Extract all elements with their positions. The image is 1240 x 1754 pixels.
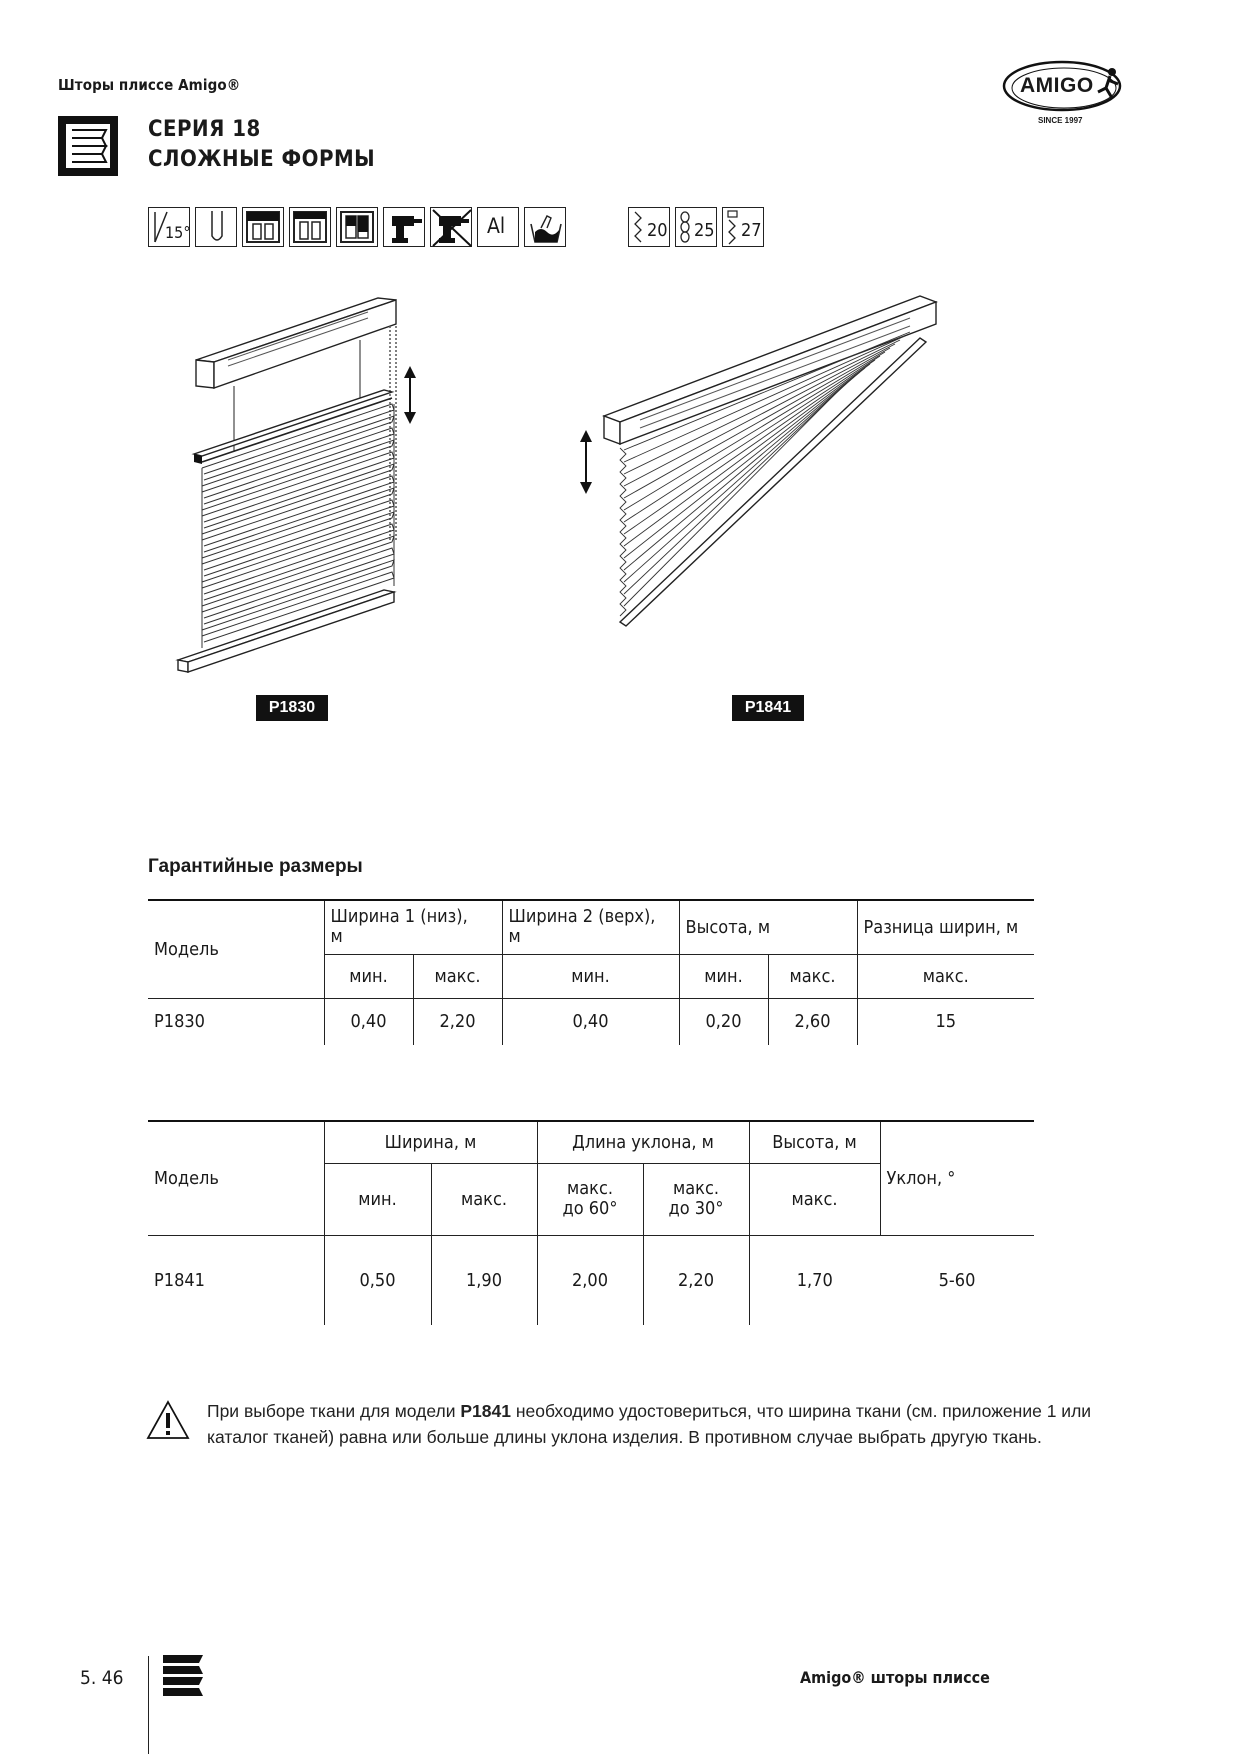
table1-height-header: Высота, м <box>679 900 857 954</box>
window-frame-1-icon <box>242 207 284 247</box>
aluminium-label: Al <box>487 214 506 238</box>
table1-row-w1-min: 0,40 <box>324 998 413 1045</box>
aluminium-icon <box>477 207 519 247</box>
table1-row-h-max: 2,60 <box>768 998 857 1045</box>
size-table-p1830 <box>148 899 1034 1045</box>
size-table-p1841 <box>148 1120 1034 1325</box>
pleat-27-label: 27 <box>741 220 762 241</box>
table2-height-header: Высота, м <box>749 1121 880 1163</box>
page-title <box>148 115 375 175</box>
angle-15-icon <box>148 207 190 247</box>
table-row <box>148 998 1034 1045</box>
table-row <box>148 1235 1034 1325</box>
footer-brand: Amigo® шторы плиссе <box>800 1668 990 1687</box>
header-brand-line: Шторы плиссе Amigo® <box>58 76 241 94</box>
table1-h-max-header: макс. <box>768 954 857 998</box>
table1-w2-min-header: мин. <box>502 954 679 998</box>
section-title: Гарантийные размеры <box>148 856 363 877</box>
table2-row-slope: 5-60 <box>880 1235 1034 1325</box>
product-illustration-p1841 <box>580 290 940 640</box>
table1-w1-max-header: макс. <box>413 954 502 998</box>
series-icon <box>58 116 118 176</box>
series-footer-icon <box>163 1655 205 1697</box>
table2-slope-header: Уклон, ° <box>880 1121 1034 1235</box>
pleat-25-icon <box>675 207 717 247</box>
table2-sl30-header: макс. до 30° <box>643 1163 749 1235</box>
table1-row-model: P1830 <box>148 998 324 1045</box>
amigo-logo <box>1002 58 1132 130</box>
table2-row-w-min: 0,50 <box>324 1235 431 1325</box>
title-line-2: СЛОЖНЫЕ ФОРМЫ <box>148 147 376 172</box>
table2-h-max-header: макс. <box>749 1163 880 1235</box>
window-frame-3-icon <box>336 207 378 247</box>
table2-sl60-header: макс. до 60° <box>537 1163 643 1235</box>
title-line-1: СЕРИЯ 18 <box>148 117 261 142</box>
drill-icon <box>383 207 425 247</box>
page-number: 5. 46 <box>80 1667 124 1689</box>
table1-width2-header: Ширина 2 (верх), м <box>502 900 679 954</box>
table2-slope-length-header: Длина уклона, м <box>537 1121 749 1163</box>
table1-model-header: Модель <box>148 900 324 998</box>
hand-wash-icon <box>524 207 566 247</box>
warning-text: При выборе ткани для модели P1841 необходимо удостовериться, что ширина ткани (см. приложение 1 или каталог тканей) равна или больше длины уклона изделия. В противном случае выбрать другую ткань. <box>207 1401 1092 1447</box>
table2-width-header: Ширина, м <box>324 1121 537 1163</box>
product-label-p1830: P1830 <box>256 695 328 721</box>
table2-row-w-max: 1,90 <box>431 1235 537 1325</box>
table2-row-sl60: 2,00 <box>537 1235 643 1325</box>
table2-row-sl30: 2,20 <box>643 1235 749 1325</box>
table2-w-min-header: мин. <box>324 1163 431 1235</box>
window-frame-2-icon <box>289 207 331 247</box>
table1-width1-header: Ширина 1 (низ), м <box>324 900 502 954</box>
table1-diff-max-header: макс. <box>857 954 1034 998</box>
table1-row-w1-max: 2,20 <box>413 998 502 1045</box>
pleat-27-icon <box>722 207 764 247</box>
table1-row-diff-max: 15 <box>857 998 1034 1045</box>
angle-label: 15° <box>165 223 191 242</box>
table2-row-model: P1841 <box>148 1235 324 1325</box>
pleat-20-icon <box>628 207 670 247</box>
product-illustration-p1830 <box>168 290 428 690</box>
logo-text: AMIGO <box>1020 74 1094 97</box>
cord-loop-icon <box>195 207 237 247</box>
table2-row-h-max: 1,70 <box>749 1235 880 1325</box>
table1-h-min-header: мин. <box>679 954 768 998</box>
logo-since: SINCE 1997 <box>1038 116 1083 125</box>
table2-model-header: Модель <box>148 1121 324 1235</box>
warning-icon <box>146 1400 190 1440</box>
table2-w-max-header: макс. <box>431 1163 537 1235</box>
table1-diff-header: Разница ширин, м <box>857 900 1034 954</box>
pleat-25-label: 25 <box>694 220 715 241</box>
table1-row-w2-min: 0,40 <box>502 998 679 1045</box>
product-label-p1841: P1841 <box>732 695 804 721</box>
table1-w1-min-header: мин. <box>324 954 413 998</box>
no-drill-icon <box>430 207 472 247</box>
table1-row-h-min: 0,20 <box>679 998 768 1045</box>
pleat-20-label: 20 <box>647 220 668 241</box>
footer-divider <box>148 1656 149 1754</box>
